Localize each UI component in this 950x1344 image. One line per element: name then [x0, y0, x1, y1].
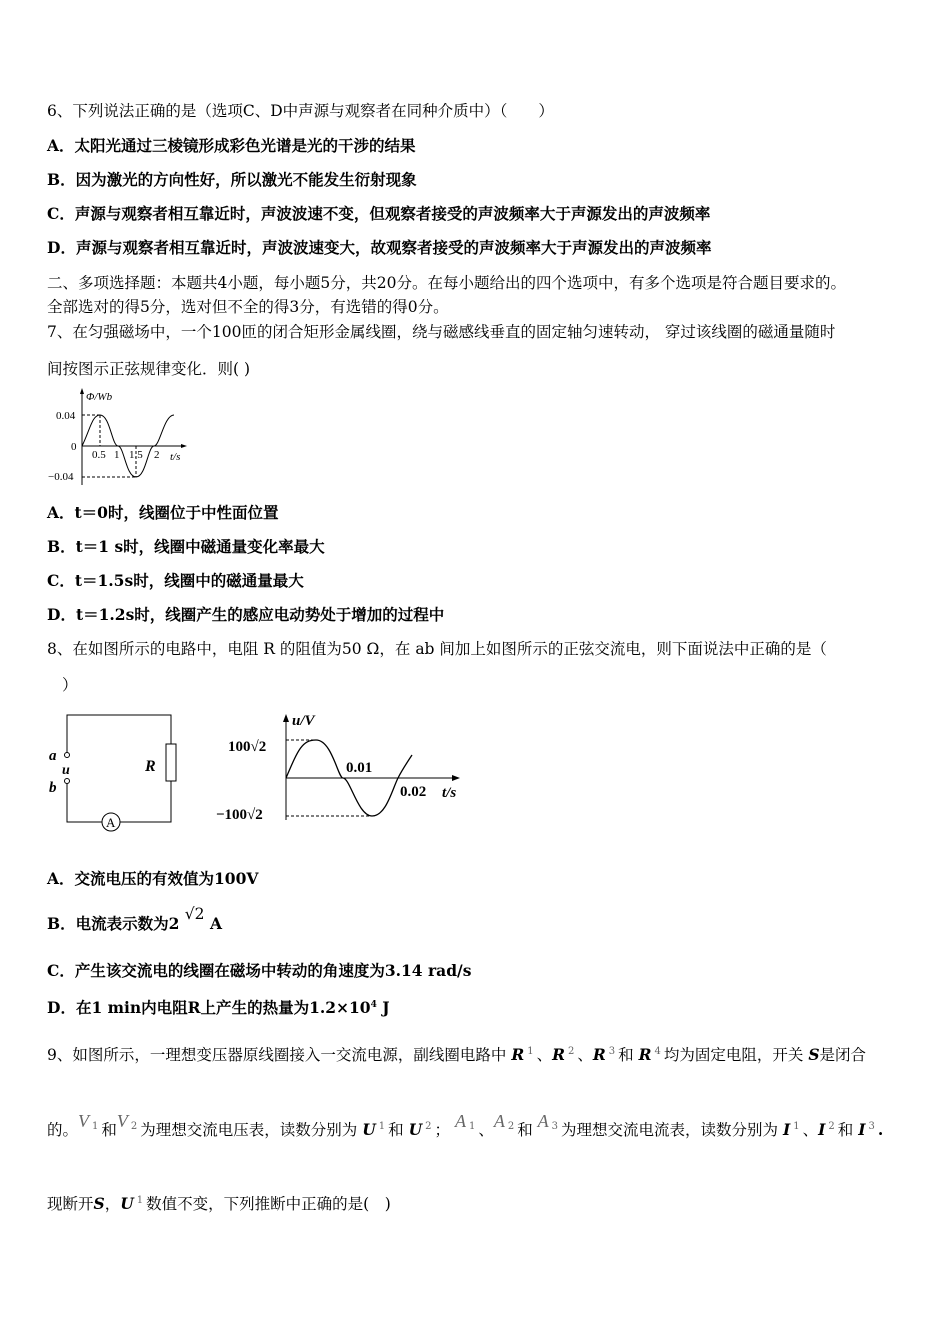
- q8-option-c: C．产生该交流电的线圈在磁场中转动的角速度为3.14 rad/s: [47, 961, 472, 980]
- var-u: U: [362, 1120, 376, 1140]
- text: 均为固定电阻，开关: [663, 1046, 804, 1065]
- circuit-diagram: [49, 715, 176, 831]
- text: 现断开: [47, 1195, 94, 1214]
- q6-option-b: B．因为激光的方向性好，所以激光不能发生衍射现象: [47, 170, 417, 189]
- text: 是闭合: [819, 1046, 867, 1065]
- and: 和: [388, 1121, 404, 1140]
- sub: 1: [468, 1121, 476, 1132]
- sub: 3: [608, 1046, 616, 1057]
- var-u: U: [120, 1194, 134, 1214]
- q6-stem: 6、下列说法正确的是（选项C、D中声源与观察者在同种介质中）（ ）: [47, 102, 554, 120]
- var-i: I: [818, 1120, 826, 1140]
- q7-option-c: C．t＝1.5s时，线圈中的磁通量最大: [47, 571, 304, 590]
- and: 和: [618, 1046, 634, 1065]
- text: 为理想交流电流表，读数分别为: [561, 1121, 779, 1140]
- q7-x-tick: 2: [154, 449, 160, 461]
- q8-option-b-text: B．电流表示数为2: [47, 914, 180, 933]
- sub: 1: [793, 1121, 800, 1132]
- voltmeter-v2: V: [116, 1111, 128, 1132]
- terminal-b-label: b: [49, 780, 57, 796]
- terminal-a-label: a: [49, 748, 57, 764]
- var-i: I: [783, 1120, 791, 1140]
- q7-option-a: A．t＝0时，线圈位于中性面位置: [47, 503, 279, 522]
- voltage-u-label: u: [62, 763, 70, 778]
- text: 的。: [47, 1121, 79, 1140]
- text: 9、如图所示，一理想变压器原线圈接入一交流电源，副线圈电路中: [47, 1046, 507, 1065]
- q7-x-tick: 0.5: [92, 449, 106, 461]
- var-r: R: [511, 1045, 525, 1065]
- q7-y-axis-label: Φ/Wb: [86, 391, 113, 403]
- q9-line-2: [47, 1111, 884, 1140]
- text: 为理想交流电压表，读数分别为: [140, 1121, 358, 1140]
- q7-x-tick: 1: [114, 449, 120, 461]
- var-s: S: [808, 1045, 820, 1065]
- semi: ；: [434, 1121, 451, 1140]
- and: 和: [517, 1121, 533, 1140]
- sub: 2: [567, 1046, 575, 1057]
- sub: 4: [654, 1046, 661, 1057]
- sub: 2: [130, 1121, 138, 1132]
- q8-option-d: [47, 995, 390, 1018]
- text: 数值不变，下列推断中正确的是( ): [146, 1195, 391, 1214]
- q9-line-1: [47, 1042, 866, 1065]
- var-u: U: [408, 1120, 423, 1140]
- q6-option-a: A．太阳光通过三棱镜形成彩色光谱是光的干涉的结果: [47, 136, 416, 155]
- t-axis-label: t/s: [442, 785, 457, 801]
- q8-option-d-text: D．在1 min内电阻R上产生的热量为1.2×10: [47, 998, 371, 1018]
- q7-y-tick-min: −0.04: [48, 471, 74, 483]
- var-r: R: [592, 1045, 606, 1065]
- ammeter-a1: A: [454, 1111, 466, 1132]
- resistor-r-label: R: [145, 758, 156, 775]
- voltmeter-v1: V: [78, 1111, 90, 1132]
- sqrt-two: √2: [184, 905, 205, 923]
- voltage-graph: [216, 713, 460, 823]
- q6-option-d: D．声源与观察者相互靠近时，声波波速变大，故观察者接受的声波频率大于声源发出的声波频率: [47, 238, 712, 257]
- var-r: R: [552, 1045, 565, 1065]
- q7-x-tick: 1.5: [129, 449, 143, 461]
- var-i: I: [858, 1120, 866, 1140]
- sub: 3: [868, 1121, 875, 1132]
- comma: ，: [104, 1195, 121, 1214]
- q8-stem-2: ）: [62, 676, 78, 694]
- sep: 、: [478, 1121, 494, 1140]
- var-r: R: [638, 1045, 652, 1065]
- sub: 1: [136, 1195, 144, 1206]
- q7-option-d: D．t＝1.2s时，线圈产生的感应电动势处于增加的过程中: [47, 605, 445, 624]
- sub: 2: [507, 1121, 515, 1132]
- q7-x-axis-label: t/s: [170, 451, 181, 463]
- q6-option-c: C．声源与观察者相互靠近时，声波波速不变，但观察者接受的声波频率大于声源发出的声波频率: [47, 204, 711, 223]
- section2-line1: 二、多项选择题：本题共4小题，每小题5分，共20分。在每小题给出的四个选项中，有多个选项是符合题目要求的。: [47, 274, 846, 292]
- and: 和: [101, 1121, 117, 1140]
- q7-stem-2: 间按图示正弦规律变化．则( ): [47, 360, 251, 378]
- q8-figures: [40, 700, 470, 840]
- t-tick-002: 0.02: [400, 784, 427, 800]
- period: .: [877, 1120, 884, 1140]
- sub: 1: [527, 1046, 534, 1057]
- sep: 、: [536, 1046, 553, 1065]
- q7-y-tick-max: 0.04: [56, 410, 76, 422]
- ammeter-a3: A: [537, 1111, 549, 1132]
- exponent: 4: [370, 1000, 377, 1010]
- q7-flux-graph: [40, 380, 200, 490]
- q8-option-b-unit: A: [209, 914, 222, 933]
- sep: 、: [577, 1046, 593, 1065]
- q7-stem-1: 7、在匀强磁场中，一个100匝的闭合矩形金属线圈，绕与磁感线垂直的固定轴匀速转动， 穿过该线圈的磁通量随时: [47, 323, 836, 341]
- sub: 1: [378, 1121, 386, 1132]
- u-tick-min: −100√2: [216, 807, 263, 823]
- ammeter-a2: A: [493, 1111, 505, 1132]
- sub: 2: [828, 1121, 835, 1132]
- q8-stem-1: 8、在如图所示的电路中，电阻 R 的阻值为50 Ω，在 ab 间加上如图所示的正弦交流电，则下面说法中正确的是（: [47, 640, 827, 658]
- t-tick-001: 0.01: [346, 760, 373, 776]
- q8-option-b: [47, 905, 222, 934]
- and: 和: [837, 1121, 854, 1140]
- unit-j: J: [376, 998, 390, 1018]
- section2-line2: 全部选对的得5分，选对但不全的得3分，有选错的得0分。: [47, 298, 449, 316]
- sub: 2: [425, 1121, 432, 1132]
- q7-option-b: B．t＝1 s时，线圈中磁通量变化率最大: [47, 537, 325, 556]
- q7-y-tick-zero: 0: [71, 441, 77, 453]
- u-axis-label: u/V: [292, 713, 315, 729]
- sub: 3: [551, 1121, 559, 1132]
- sub: 1: [92, 1121, 99, 1132]
- ammeter-label: A: [106, 815, 116, 830]
- q8-option-a: A．交流电压的有效值为100V: [47, 869, 259, 888]
- q9-line-3: [47, 1191, 391, 1214]
- var-s: S: [93, 1194, 105, 1214]
- sep: 、: [802, 1121, 819, 1140]
- u-tick-max: 100√2: [228, 739, 267, 755]
